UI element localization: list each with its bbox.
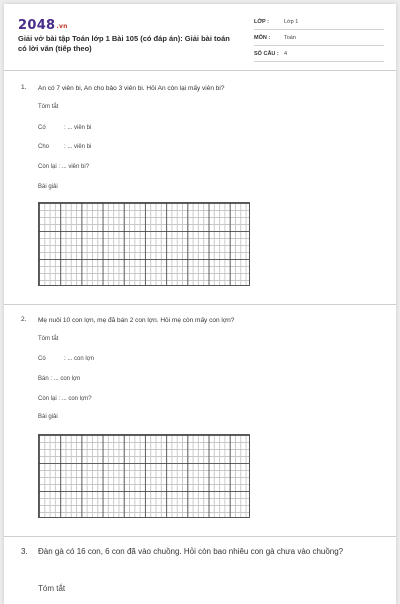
logo-main-text: 2048 — [18, 18, 56, 33]
summary-line — [38, 164, 89, 170]
logo-suffix-text: .vn — [56, 23, 68, 30]
summary-line-value: : ... con lợn — [64, 356, 94, 362]
summary-line-label: Có — [38, 125, 46, 131]
worksheet-meta — [254, 16, 384, 64]
question-text: Đàn gà có 16 con, 6 con đã vào chuồng. Hỏi còn bao nhiêu con gà chưa vào chuồng? — [38, 547, 344, 556]
answer-grid[interactable] — [38, 202, 250, 286]
meta-value: Toán — [284, 35, 296, 41]
summary-line-label: Có — [38, 356, 46, 362]
question-divider — [4, 536, 396, 537]
meta-value: 4 — [284, 51, 288, 57]
solution-label: Bài giải — [38, 184, 58, 190]
meta-label: LỚP : — [254, 19, 269, 25]
question-text: An có 7 viên bi, An cho bảo 3 viên bi. Hỏi An còn lại mấy viên bi? — [38, 85, 225, 92]
summary-line — [38, 376, 80, 382]
worksheet-header — [4, 4, 396, 68]
question-number: 1. — [21, 84, 27, 91]
summary-line-value: : ... viên bi — [64, 144, 92, 150]
answer-grid[interactable] — [38, 434, 250, 518]
summary-label: Tóm tắt — [38, 584, 66, 593]
meta-label: MÔN : — [254, 35, 271, 41]
summary-line-label: Còn lại : ... viên bi? — [38, 164, 90, 170]
page-title: Giải vở bài tập Toán lớp 1 Bài 105 (có đáp án): Giải bài toán có lời văn (tiếp theo) — [18, 34, 230, 53]
summary-line — [38, 144, 92, 150]
summary-line-value: : ... viên bi — [64, 125, 92, 131]
summary-label: Tóm tắt — [38, 104, 59, 110]
question-number: 2. — [21, 316, 27, 323]
summary-line-label: Cho — [38, 144, 50, 150]
meta-label: SỐ CÂU : — [254, 51, 279, 57]
meta-row-subject — [254, 32, 384, 46]
meta-value: Lớp 1 — [284, 19, 299, 25]
summary-line — [38, 396, 92, 402]
summary-line-label: Bán : ... con lợn — [38, 376, 81, 382]
worksheet-page — [4, 4, 396, 604]
site-logo[interactable] — [18, 18, 68, 33]
question-divider — [4, 304, 396, 305]
question-number: 3. — [21, 547, 28, 556]
meta-row-question-count — [254, 48, 384, 62]
summary-label: Tóm tắt — [38, 336, 59, 342]
header-divider — [4, 70, 396, 71]
summary-line — [38, 356, 94, 362]
summary-line-label: Còn lại : ... con lợn? — [38, 396, 92, 402]
summary-line — [38, 125, 92, 131]
question-text: Mẹ nuôi 10 con lợn, mẹ đã bán 2 con lợn. Hỏi mẹ còn mấy con lợn? — [38, 317, 235, 324]
solution-label: Bài giải — [38, 414, 58, 420]
meta-row-class — [254, 16, 384, 30]
